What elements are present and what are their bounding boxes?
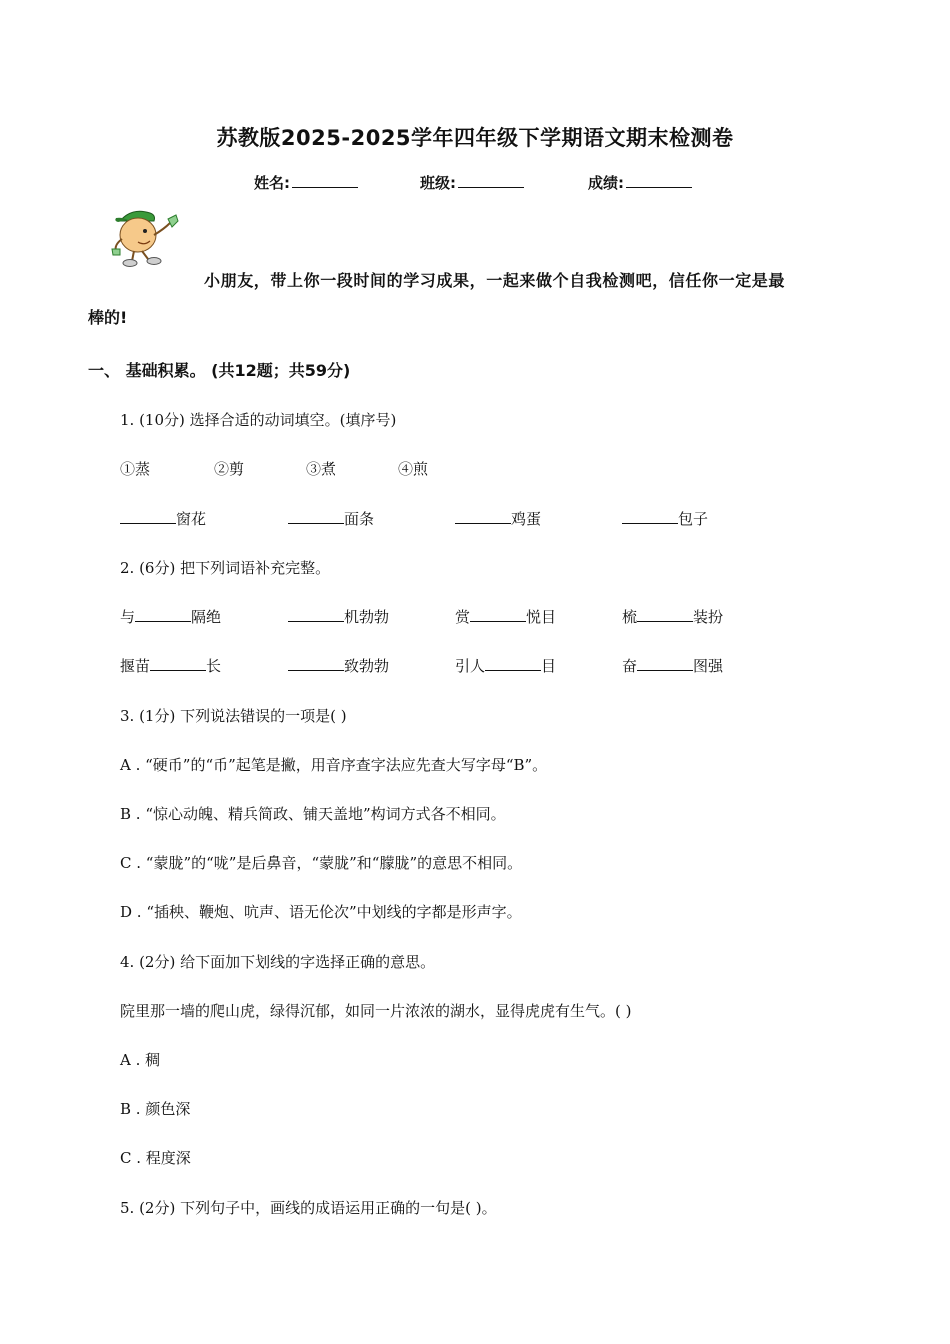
- q2-item: 机勃勃: [288, 606, 389, 627]
- score-field: [588, 172, 692, 193]
- q2-item: 揠苗 长: [120, 657, 222, 675]
- q2-item: 赏 悦目: [455, 608, 557, 626]
- answer-blank[interactable]: [120, 509, 176, 524]
- score-blank: [626, 173, 692, 188]
- q2-item: 梳 装扮: [622, 608, 724, 626]
- q3-option-c[interactable]: C . “蒙胧”的“咙”是后鼻音，“蒙胧”和“朦胧”的意思不相同。: [120, 854, 523, 872]
- q1-option-4: ④煎: [398, 460, 429, 478]
- answer-blank[interactable]: [150, 656, 206, 671]
- class-blank: [458, 173, 524, 188]
- question-4-stem: 4. (2分) 给下面加下划线的字选择正确的意思。: [120, 953, 436, 971]
- answer-blank[interactable]: [288, 607, 344, 622]
- q4-option-c[interactable]: C . 程度深: [120, 1149, 191, 1167]
- q2-item: 引人 目: [455, 657, 557, 675]
- intro-line-2: 棒的!: [88, 308, 128, 327]
- answer-blank[interactable]: [637, 656, 693, 671]
- question-5-stem: 5. (2分) 下列句子中，画线的成语运用正确的一句是( )。: [120, 1199, 497, 1217]
- q2-item: 奋 图强: [622, 657, 724, 675]
- q4-option-a[interactable]: A . 稠: [120, 1051, 161, 1069]
- q1-option-1: ①蒸: [120, 460, 151, 478]
- q1-option-2: ②剪: [214, 460, 245, 478]
- q1-blank-3: 鸡蛋: [455, 508, 541, 529]
- answer-blank[interactable]: [288, 509, 344, 524]
- class-label: 班级:: [420, 174, 456, 192]
- section-1-heading: 一、 基础积累。 (共12题；共59分): [88, 361, 351, 380]
- score-label: 成绩:: [588, 174, 624, 192]
- q3-option-d[interactable]: D . “插秧、鞭炮、吭声、语无伦次”中划线的字都是形声字。: [120, 903, 522, 921]
- answer-blank[interactable]: [470, 607, 526, 622]
- q4-sentence: 院里那一墙的爬山虎，绿得沉郁，如同一片浓浓的湖水，显得虎虎有生气。( ): [120, 1002, 632, 1020]
- answer-blank[interactable]: [135, 607, 191, 622]
- q3-option-b[interactable]: B . “惊心动魄、精兵简政、铺天盖地”构词方式各不相同。: [120, 805, 506, 823]
- page-title: 苏教版2025-2025学年四年级下学期语文期末检测卷: [216, 126, 734, 150]
- name-blank: [292, 173, 358, 188]
- q2-item: 致勃勃: [288, 655, 389, 676]
- q4-option-b[interactable]: B . 颜色深: [120, 1100, 191, 1118]
- answer-blank[interactable]: [622, 509, 678, 524]
- mascot-illustration: [108, 205, 188, 271]
- question-2-stem: 2. (6分) 把下列词语补充完整。: [120, 559, 331, 577]
- q1-blank-2: 面条: [288, 508, 374, 529]
- q1-blank-1: 窗花: [120, 508, 206, 529]
- answer-blank[interactable]: [637, 607, 693, 622]
- answer-blank[interactable]: [288, 656, 344, 671]
- name-field: [254, 172, 358, 193]
- question-1-stem: 1. (10分) 选择合适的动词填空。(填序号): [120, 411, 397, 429]
- question-3-stem: 3. (1分) 下列说法错误的一项是( ): [120, 707, 347, 725]
- answer-blank[interactable]: [455, 509, 511, 524]
- name-label: 姓名:: [254, 174, 290, 192]
- q3-option-a[interactable]: A . “硬币”的“币”起笔是撇，用音序查字法应先查大写字母“B”。: [120, 756, 548, 774]
- q1-option-3: ③煮: [306, 460, 337, 478]
- class-field: [420, 172, 524, 193]
- q2-item: 与 隔绝: [120, 608, 222, 626]
- answer-blank[interactable]: [485, 656, 541, 671]
- q1-blank-4: 包子: [622, 508, 708, 529]
- intro-line-1: 小朋友，带上你一段时间的学习成果，一起来做个自我检测吧，信任你一定是最: [204, 271, 786, 290]
